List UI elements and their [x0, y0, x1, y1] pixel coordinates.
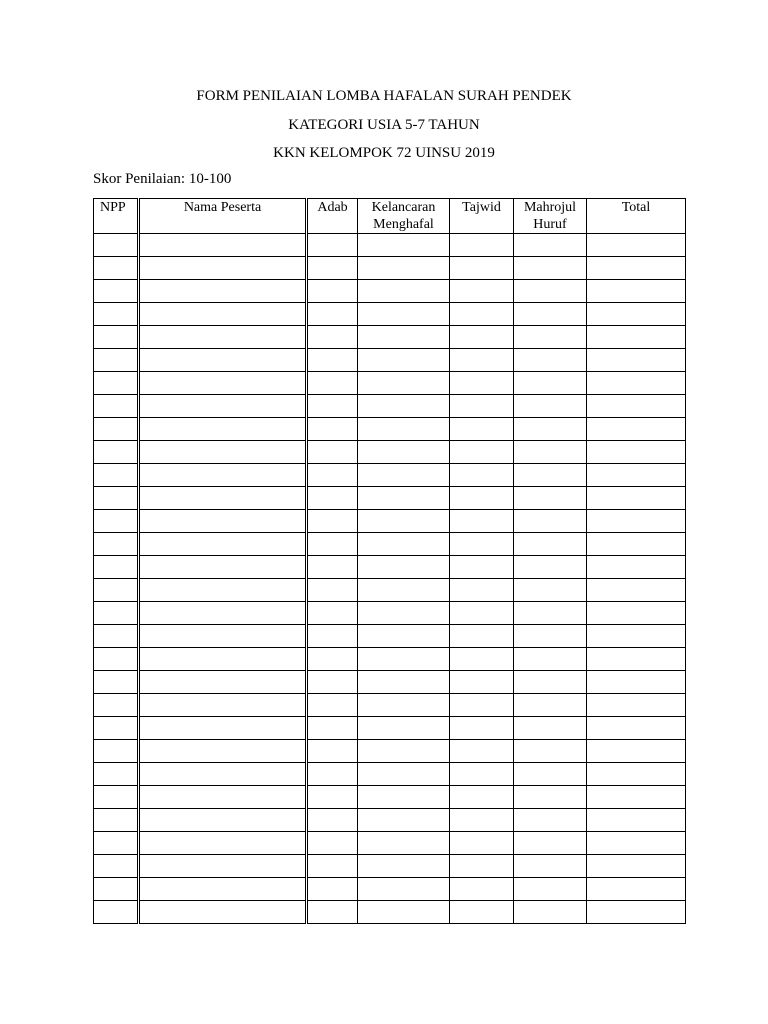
cell-mahrojul: [514, 809, 587, 832]
cell-kelancaran: [358, 625, 450, 648]
cell-kelancaran: [358, 832, 450, 855]
cell-kelancaran: [358, 234, 450, 257]
table-row: [94, 464, 686, 487]
cell-mahrojul: [514, 395, 587, 418]
cell-nama-peserta: [139, 441, 307, 464]
cell-npp: [94, 303, 139, 326]
cell-adab: [307, 579, 358, 602]
cell-mahrojul: [514, 326, 587, 349]
cell-mahrojul: [514, 625, 587, 648]
cell-kelancaran: [358, 418, 450, 441]
cell-adab: [307, 809, 358, 832]
table-row: [94, 326, 686, 349]
cell-mahrojul: [514, 717, 587, 740]
cell-total: [587, 280, 686, 303]
cell-total: [587, 464, 686, 487]
cell-nama-peserta: [139, 901, 307, 924]
cell-kelancaran: [358, 717, 450, 740]
cell-kelancaran: [358, 464, 450, 487]
cell-npp: [94, 464, 139, 487]
form-title: FORM PENILAIAN LOMBA HAFALAN SURAH PENDEK: [196, 88, 572, 104]
cell-total: [587, 556, 686, 579]
cell-nama-peserta: [139, 257, 307, 280]
cell-nama-peserta: [139, 671, 307, 694]
header-mahrojul-line1: Mahrojul: [523, 200, 577, 215]
cell-total: [587, 878, 686, 901]
cell-nama-peserta: [139, 303, 307, 326]
cell-adab: [307, 280, 358, 303]
cell-mahrojul: [514, 740, 587, 763]
cell-tajwid: [450, 832, 514, 855]
cell-adab: [307, 487, 358, 510]
cell-nama-peserta: [139, 717, 307, 740]
cell-kelancaran: [358, 349, 450, 372]
cell-npp: [94, 234, 139, 257]
cell-kelancaran: [358, 510, 450, 533]
cell-nama-peserta: [139, 349, 307, 372]
cell-tajwid: [450, 901, 514, 924]
cell-tajwid: [450, 855, 514, 878]
cell-tajwid: [450, 441, 514, 464]
cell-nama-peserta: [139, 878, 307, 901]
table-row: [94, 832, 686, 855]
cell-total: [587, 418, 686, 441]
cell-tajwid: [450, 878, 514, 901]
cell-npp: [94, 372, 139, 395]
cell-npp: [94, 510, 139, 533]
cell-tajwid: [450, 671, 514, 694]
cell-kelancaran: [358, 740, 450, 763]
cell-tajwid: [450, 579, 514, 602]
cell-npp: [94, 556, 139, 579]
header-mahrojul-line2: Huruf: [533, 217, 567, 232]
table-row: [94, 786, 686, 809]
cell-tajwid: [450, 786, 514, 809]
cell-mahrojul: [514, 349, 587, 372]
header-total: Total: [587, 199, 686, 234]
header-npp: NPP: [94, 199, 139, 234]
cell-total: [587, 303, 686, 326]
cell-mahrojul: [514, 234, 587, 257]
header-tajwid: Tajwid: [450, 199, 514, 234]
cell-npp: [94, 648, 139, 671]
cell-mahrojul: [514, 464, 587, 487]
cell-total: [587, 349, 686, 372]
table-row: [94, 671, 686, 694]
cell-tajwid: [450, 740, 514, 763]
cell-adab: [307, 878, 358, 901]
cell-adab: [307, 510, 358, 533]
cell-mahrojul: [514, 786, 587, 809]
cell-adab: [307, 257, 358, 280]
table-row: [94, 349, 686, 372]
cell-adab: [307, 556, 358, 579]
score-table: [93, 198, 686, 924]
cell-total: [587, 510, 686, 533]
cell-nama-peserta: [139, 487, 307, 510]
cell-nama-peserta: [139, 372, 307, 395]
cell-adab: [307, 671, 358, 694]
cell-npp: [94, 694, 139, 717]
cell-tajwid: [450, 717, 514, 740]
cell-tajwid: [450, 257, 514, 280]
cell-nama-peserta: [139, 763, 307, 786]
cell-kelancaran: [358, 855, 450, 878]
cell-kelancaran: [358, 809, 450, 832]
table-row: [94, 694, 686, 717]
cell-mahrojul: [514, 257, 587, 280]
table-row: [94, 234, 686, 257]
cell-npp: [94, 418, 139, 441]
cell-adab: [307, 602, 358, 625]
cell-mahrojul: [514, 418, 587, 441]
cell-adab: [307, 740, 358, 763]
cell-tajwid: [450, 326, 514, 349]
cell-adab: [307, 303, 358, 326]
cell-nama-peserta: [139, 418, 307, 441]
cell-adab: [307, 349, 358, 372]
table-row: [94, 878, 686, 901]
cell-tajwid: [450, 694, 514, 717]
cell-nama-peserta: [139, 510, 307, 533]
cell-npp: [94, 602, 139, 625]
cell-npp: [94, 349, 139, 372]
table-row: [94, 579, 686, 602]
cell-total: [587, 625, 686, 648]
cell-tajwid: [450, 763, 514, 786]
cell-npp: [94, 717, 139, 740]
cell-npp: [94, 533, 139, 556]
cell-nama-peserta: [139, 326, 307, 349]
cell-npp: [94, 441, 139, 464]
cell-mahrojul: [514, 533, 587, 556]
cell-tajwid: [450, 395, 514, 418]
cell-kelancaran: [358, 579, 450, 602]
table-body: [94, 234, 686, 924]
header-kelancaran-menghafal: [358, 199, 450, 234]
header-adab: Adab: [307, 199, 358, 234]
cell-kelancaran: [358, 671, 450, 694]
header-kelancaran-line2: Menghafal: [373, 217, 434, 232]
cell-tajwid: [450, 372, 514, 395]
header-nama-peserta: Nama Peserta: [139, 199, 307, 234]
cell-adab: [307, 395, 358, 418]
cell-tajwid: [450, 349, 514, 372]
table-row: [94, 510, 686, 533]
cell-tajwid: [450, 625, 514, 648]
table-row: [94, 395, 686, 418]
table-row: [94, 648, 686, 671]
cell-nama-peserta: [139, 234, 307, 257]
cell-adab: [307, 234, 358, 257]
cell-adab: [307, 326, 358, 349]
cell-nama-peserta: [139, 855, 307, 878]
cell-npp: [94, 809, 139, 832]
cell-npp: [94, 257, 139, 280]
cell-npp: [94, 763, 139, 786]
cell-kelancaran: [358, 441, 450, 464]
cell-kelancaran: [358, 395, 450, 418]
cell-adab: [307, 786, 358, 809]
cell-kelancaran: [358, 786, 450, 809]
cell-total: [587, 671, 686, 694]
cell-kelancaran: [358, 901, 450, 924]
cell-tajwid: [450, 303, 514, 326]
cell-mahrojul: [514, 303, 587, 326]
cell-tajwid: [450, 648, 514, 671]
cell-kelancaran: [358, 326, 450, 349]
cell-kelancaran: [358, 648, 450, 671]
cell-total: [587, 648, 686, 671]
cell-kelancaran: [358, 372, 450, 395]
cell-tajwid: [450, 556, 514, 579]
table-row: [94, 303, 686, 326]
cell-mahrojul: [514, 556, 587, 579]
cell-adab: [307, 533, 358, 556]
table-row: [94, 280, 686, 303]
cell-npp: [94, 280, 139, 303]
cell-adab: [307, 418, 358, 441]
cell-nama-peserta: [139, 694, 307, 717]
cell-adab: [307, 855, 358, 878]
table-row: [94, 487, 686, 510]
cell-nama-peserta: [139, 556, 307, 579]
table-row: [94, 418, 686, 441]
table-header-row: [94, 199, 686, 234]
header-mahrojul-huruf: [514, 199, 587, 234]
table-row: [94, 257, 686, 280]
cell-npp: [94, 901, 139, 924]
cell-total: [587, 694, 686, 717]
cell-npp: [94, 855, 139, 878]
cell-nama-peserta: [139, 832, 307, 855]
cell-total: [587, 809, 686, 832]
cell-mahrojul: [514, 579, 587, 602]
cell-total: [587, 372, 686, 395]
cell-total: [587, 441, 686, 464]
cell-adab: [307, 763, 358, 786]
cell-adab: [307, 372, 358, 395]
table-row: [94, 372, 686, 395]
cell-kelancaran: [358, 533, 450, 556]
cell-mahrojul: [514, 280, 587, 303]
cell-total: [587, 763, 686, 786]
cell-adab: [307, 464, 358, 487]
cell-mahrojul: [514, 671, 587, 694]
cell-total: [587, 395, 686, 418]
cell-total: [587, 855, 686, 878]
cell-npp: [94, 625, 139, 648]
cell-kelancaran: [358, 280, 450, 303]
cell-nama-peserta: [139, 625, 307, 648]
cell-tajwid: [450, 809, 514, 832]
cell-mahrojul: [514, 510, 587, 533]
cell-nama-peserta: [139, 740, 307, 763]
cell-tajwid: [450, 464, 514, 487]
cell-kelancaran: [358, 694, 450, 717]
cell-adab: [307, 717, 358, 740]
cell-tajwid: [450, 418, 514, 441]
cell-npp: [94, 395, 139, 418]
cell-npp: [94, 487, 139, 510]
cell-kelancaran: [358, 602, 450, 625]
cell-total: [587, 901, 686, 924]
cell-nama-peserta: [139, 280, 307, 303]
table-row: [94, 441, 686, 464]
cell-total: [587, 533, 686, 556]
table-row: [94, 740, 686, 763]
form-category: KATEGORI USIA 5-7 TAHUN: [288, 117, 480, 133]
cell-total: [587, 487, 686, 510]
cell-nama-peserta: [139, 648, 307, 671]
cell-mahrojul: [514, 441, 587, 464]
cell-total: [587, 832, 686, 855]
cell-npp: [94, 878, 139, 901]
cell-nama-peserta: [139, 533, 307, 556]
header-kelancaran-line1: Kelancaran: [371, 200, 436, 215]
cell-tajwid: [450, 533, 514, 556]
table-row: [94, 556, 686, 579]
cell-nama-peserta: [139, 579, 307, 602]
cell-total: [587, 717, 686, 740]
cell-mahrojul: [514, 763, 587, 786]
cell-npp: [94, 786, 139, 809]
cell-total: [587, 257, 686, 280]
table-row: [94, 717, 686, 740]
cell-kelancaran: [358, 487, 450, 510]
cell-tajwid: [450, 602, 514, 625]
cell-adab: [307, 648, 358, 671]
cell-total: [587, 326, 686, 349]
cell-mahrojul: [514, 694, 587, 717]
cell-nama-peserta: [139, 395, 307, 418]
cell-mahrojul: [514, 372, 587, 395]
cell-tajwid: [450, 234, 514, 257]
table-row: [94, 855, 686, 878]
cell-kelancaran: [358, 763, 450, 786]
cell-adab: [307, 832, 358, 855]
cell-npp: [94, 671, 139, 694]
cell-total: [587, 602, 686, 625]
cell-npp: [94, 326, 139, 349]
cell-tajwid: [450, 510, 514, 533]
cell-nama-peserta: [139, 809, 307, 832]
cell-adab: [307, 625, 358, 648]
cell-adab: [307, 901, 358, 924]
cell-total: [587, 740, 686, 763]
cell-total: [587, 234, 686, 257]
table-row: [94, 625, 686, 648]
cell-mahrojul: [514, 855, 587, 878]
cell-nama-peserta: [139, 602, 307, 625]
score-range-label: Skor Penilaian: 10-100: [93, 171, 232, 187]
cell-total: [587, 579, 686, 602]
cell-mahrojul: [514, 878, 587, 901]
cell-kelancaran: [358, 257, 450, 280]
form-organizer: KKN KELOMPOK 72 UINSU 2019: [273, 145, 495, 161]
cell-tajwid: [450, 280, 514, 303]
cell-mahrojul: [514, 487, 587, 510]
cell-kelancaran: [358, 556, 450, 579]
cell-mahrojul: [514, 832, 587, 855]
cell-mahrojul: [514, 648, 587, 671]
cell-npp: [94, 740, 139, 763]
table-row: [94, 901, 686, 924]
cell-mahrojul: [514, 602, 587, 625]
cell-adab: [307, 441, 358, 464]
cell-nama-peserta: [139, 464, 307, 487]
cell-npp: [94, 832, 139, 855]
cell-npp: [94, 579, 139, 602]
table-row: [94, 763, 686, 786]
table-row: [94, 533, 686, 556]
cell-total: [587, 786, 686, 809]
cell-mahrojul: [514, 901, 587, 924]
table-row: [94, 809, 686, 832]
cell-kelancaran: [358, 878, 450, 901]
cell-adab: [307, 694, 358, 717]
cell-tajwid: [450, 487, 514, 510]
table-row: [94, 602, 686, 625]
cell-nama-peserta: [139, 786, 307, 809]
cell-kelancaran: [358, 303, 450, 326]
